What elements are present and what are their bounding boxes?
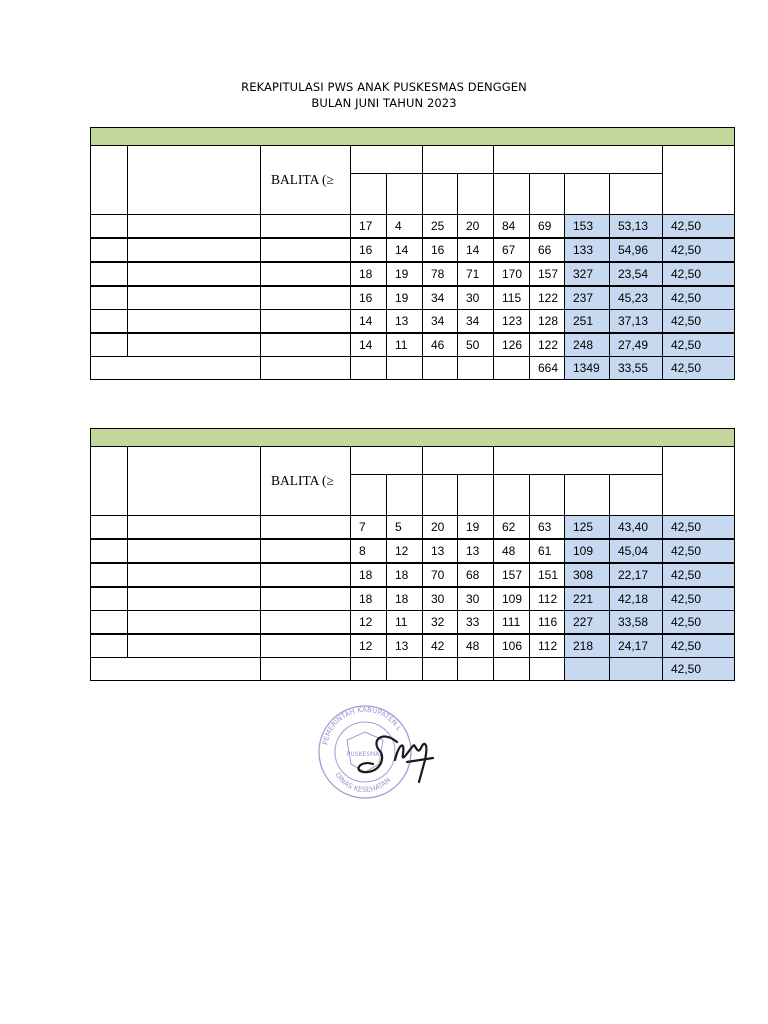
table-cell: 84 bbox=[493, 214, 530, 238]
header-subcell bbox=[350, 173, 387, 215]
table-cell: 18 bbox=[350, 262, 387, 286]
table-cell: 42,50 bbox=[662, 333, 735, 357]
row-blank-cell bbox=[260, 309, 351, 333]
svg-text:PUSKESMAS: PUSKESMAS bbox=[346, 751, 384, 758]
table-cell: 45,04 bbox=[609, 539, 663, 563]
table-cell: 227 bbox=[564, 610, 610, 634]
table-cell: 61 bbox=[529, 539, 565, 563]
total-cell: 33,55 bbox=[609, 356, 663, 380]
table-cell: 27,49 bbox=[609, 333, 663, 357]
table-cell: 109 bbox=[564, 539, 610, 563]
table-cell: 327 bbox=[564, 262, 610, 286]
table-cell: 30 bbox=[422, 587, 458, 611]
table-cell: 66 bbox=[529, 238, 565, 262]
table-cell: 34 bbox=[422, 309, 458, 333]
report-subtitle: BULAN JUNI TAHUN 2023 bbox=[311, 96, 457, 110]
row-blank-cell bbox=[260, 286, 351, 310]
row-blank-cell bbox=[260, 539, 351, 563]
row-number-cell bbox=[90, 634, 128, 658]
header-cell bbox=[90, 145, 128, 215]
header-cell bbox=[662, 145, 735, 215]
table-cell: 42,50 bbox=[662, 238, 735, 262]
balita-header-label: BALITA (≥ bbox=[271, 172, 334, 187]
total-cell bbox=[350, 657, 387, 681]
table-cell: 125 bbox=[564, 515, 610, 539]
header-subcell bbox=[529, 173, 565, 215]
table-cell: 50 bbox=[457, 333, 494, 357]
table-cell: 8 bbox=[350, 539, 387, 563]
table-cell: 48 bbox=[493, 539, 530, 563]
table-cell: 221 bbox=[564, 587, 610, 611]
header-subcell bbox=[386, 173, 423, 215]
row-name-cell bbox=[127, 563, 261, 587]
header-group-cell bbox=[493, 145, 663, 174]
table-cell: 69 bbox=[529, 214, 565, 238]
table-cell: 43,40 bbox=[609, 515, 663, 539]
table-cell: 11 bbox=[386, 333, 423, 357]
header-subcell bbox=[564, 173, 610, 215]
header-cell bbox=[90, 446, 128, 516]
table-cell: 218 bbox=[564, 634, 610, 658]
table-cell: 67 bbox=[493, 238, 530, 262]
row-blank-cell bbox=[260, 563, 351, 587]
table-cell: 237 bbox=[564, 286, 610, 310]
table-cell: 13 bbox=[457, 539, 494, 563]
total-cell bbox=[457, 657, 494, 681]
header-subcell bbox=[457, 173, 494, 215]
table-cell: 46 bbox=[422, 333, 458, 357]
row-name-cell bbox=[127, 610, 261, 634]
table-cell: 42,50 bbox=[662, 539, 735, 563]
row-number-cell bbox=[90, 587, 128, 611]
table-cell: 24,17 bbox=[609, 634, 663, 658]
table-cell: 18 bbox=[350, 563, 387, 587]
header-subcell bbox=[493, 173, 530, 215]
balita-header-label: BALITA (≥ bbox=[271, 473, 334, 488]
table-cell: 11 bbox=[386, 610, 423, 634]
table-cell: 13 bbox=[386, 309, 423, 333]
table-cell: 48 bbox=[457, 634, 494, 658]
table-cell: 122 bbox=[529, 333, 565, 357]
table-cell: 7 bbox=[350, 515, 387, 539]
header-subcell bbox=[422, 173, 458, 215]
table-cell: 19 bbox=[386, 286, 423, 310]
table-cell: 20 bbox=[422, 515, 458, 539]
table-cell: 25 bbox=[422, 214, 458, 238]
row-number-cell bbox=[90, 309, 128, 333]
header-group-cell bbox=[350, 446, 423, 475]
table-cell: 116 bbox=[529, 610, 565, 634]
table-cell: 106 bbox=[493, 634, 530, 658]
total-cell bbox=[350, 356, 387, 380]
row-name-cell bbox=[127, 309, 261, 333]
total-cell: 42,50 bbox=[662, 356, 735, 380]
table-cell: 112 bbox=[529, 587, 565, 611]
table-cell: 248 bbox=[564, 333, 610, 357]
row-blank-cell bbox=[260, 333, 351, 357]
table-cell: 18 bbox=[386, 563, 423, 587]
table-cell: 42,50 bbox=[662, 587, 735, 611]
row-number-cell bbox=[90, 286, 128, 310]
row-name-cell bbox=[127, 286, 261, 310]
table-cell: 20 bbox=[457, 214, 494, 238]
table-cell: 115 bbox=[493, 286, 530, 310]
header-subcell bbox=[350, 474, 387, 516]
total-cell bbox=[422, 657, 458, 681]
table-cell: 42,50 bbox=[662, 634, 735, 658]
table-cell: 12 bbox=[350, 634, 387, 658]
table-cell: 53,13 bbox=[609, 214, 663, 238]
table-cell: 12 bbox=[386, 539, 423, 563]
table-cell: 122 bbox=[529, 286, 565, 310]
row-number-cell bbox=[90, 333, 128, 357]
total-blank-cell bbox=[260, 657, 351, 681]
row-name-cell bbox=[127, 333, 261, 357]
row-name-cell bbox=[127, 539, 261, 563]
header-subcell bbox=[493, 474, 530, 516]
row-blank-cell bbox=[260, 634, 351, 658]
header-subcell bbox=[422, 474, 458, 516]
row-blank-cell bbox=[260, 238, 351, 262]
table-cell: 170 bbox=[493, 262, 530, 286]
table-cell: 45,23 bbox=[609, 286, 663, 310]
table-cell: 133 bbox=[564, 238, 610, 262]
header-group-cell bbox=[350, 145, 423, 174]
table-cell: 112 bbox=[529, 634, 565, 658]
table-cell: 63 bbox=[529, 515, 565, 539]
table-cell: 62 bbox=[493, 515, 530, 539]
table-cell: 33 bbox=[457, 610, 494, 634]
row-name-cell bbox=[127, 238, 261, 262]
header-cell bbox=[662, 446, 735, 516]
table-cell: 12 bbox=[350, 610, 387, 634]
header-subcell bbox=[609, 173, 663, 215]
table-cell: 42,50 bbox=[662, 262, 735, 286]
report-title: REKAPITULASI PWS ANAK PUSKESMAS DENGGEN bbox=[241, 80, 527, 94]
table-cell: 42,50 bbox=[662, 286, 735, 310]
header-cell bbox=[127, 145, 261, 215]
row-number-cell bbox=[90, 610, 128, 634]
table-cell: 151 bbox=[529, 563, 565, 587]
header-subcell bbox=[609, 474, 663, 516]
table-cell: 153 bbox=[564, 214, 610, 238]
total-cell bbox=[457, 356, 494, 380]
table-cell: 22,17 bbox=[609, 563, 663, 587]
table-cell: 71 bbox=[457, 262, 494, 286]
table-cell: 78 bbox=[422, 262, 458, 286]
header-group-cell bbox=[493, 446, 663, 475]
row-number-cell bbox=[90, 214, 128, 238]
total-label-cell bbox=[90, 356, 261, 380]
table-cell: 42,18 bbox=[609, 587, 663, 611]
table-cell: 18 bbox=[350, 587, 387, 611]
header-subcell bbox=[529, 474, 565, 516]
table-cell: 16 bbox=[422, 238, 458, 262]
row-name-cell bbox=[127, 262, 261, 286]
table-cell: 68 bbox=[457, 563, 494, 587]
row-blank-cell bbox=[260, 610, 351, 634]
table-cell: 111 bbox=[493, 610, 530, 634]
row-name-cell bbox=[127, 634, 261, 658]
header-band bbox=[90, 127, 735, 146]
row-number-cell bbox=[90, 515, 128, 539]
table-cell: 4 bbox=[386, 214, 423, 238]
table-cell: 30 bbox=[457, 587, 494, 611]
table-cell: 13 bbox=[422, 539, 458, 563]
total-cell: 664 bbox=[529, 356, 565, 380]
table-cell: 42,50 bbox=[662, 214, 735, 238]
header-group-cell bbox=[422, 446, 494, 475]
table-cell: 19 bbox=[386, 262, 423, 286]
table-cell: 5 bbox=[386, 515, 423, 539]
table-cell: 14 bbox=[350, 333, 387, 357]
table-cell: 157 bbox=[493, 563, 530, 587]
table-cell: 18 bbox=[386, 587, 423, 611]
table-cell: 34 bbox=[422, 286, 458, 310]
total-blank-cell bbox=[260, 356, 351, 380]
table-cell: 23,54 bbox=[609, 262, 663, 286]
svg-text:PEMERINTAH KABUPATEN L: PEMERINTAH KABUPATEN L bbox=[321, 705, 404, 746]
table-cell: 251 bbox=[564, 309, 610, 333]
total-cell bbox=[529, 657, 565, 681]
table-cell: 33,58 bbox=[609, 610, 663, 634]
table-cell: 14 bbox=[457, 238, 494, 262]
table-cell: 54,96 bbox=[609, 238, 663, 262]
header-band bbox=[90, 428, 735, 447]
table-cell: 42,50 bbox=[662, 309, 735, 333]
table-cell: 42,50 bbox=[662, 563, 735, 587]
total-cell bbox=[422, 356, 458, 380]
total-cell: 42,50 bbox=[662, 657, 735, 681]
header-subcell bbox=[457, 474, 494, 516]
table-cell: 13 bbox=[386, 634, 423, 658]
header-subcell bbox=[564, 474, 610, 516]
table-cell: 14 bbox=[350, 309, 387, 333]
row-number-cell bbox=[90, 262, 128, 286]
header-group-cell bbox=[422, 145, 494, 174]
table-cell: 157 bbox=[529, 262, 565, 286]
total-cell bbox=[564, 657, 610, 681]
total-label-cell bbox=[90, 657, 261, 681]
data-table-1 bbox=[90, 127, 735, 382]
svg-text:DINAS KESEHATAN: DINAS KESEHATAN bbox=[333, 771, 393, 795]
row-blank-cell bbox=[260, 515, 351, 539]
table-cell: 34 bbox=[457, 309, 494, 333]
table-cell: 16 bbox=[350, 286, 387, 310]
total-cell bbox=[386, 657, 423, 681]
total-cell bbox=[386, 356, 423, 380]
table-cell: 42,50 bbox=[662, 610, 735, 634]
table-cell: 37,13 bbox=[609, 309, 663, 333]
table-cell: 126 bbox=[493, 333, 530, 357]
row-number-cell bbox=[90, 563, 128, 587]
table-cell: 42,50 bbox=[662, 515, 735, 539]
table-cell: 308 bbox=[564, 563, 610, 587]
total-cell bbox=[493, 657, 530, 681]
header-subcell bbox=[386, 474, 423, 516]
table-cell: 123 bbox=[493, 309, 530, 333]
table-cell: 19 bbox=[457, 515, 494, 539]
total-cell bbox=[493, 356, 530, 380]
table-cell: 32 bbox=[422, 610, 458, 634]
total-cell bbox=[609, 657, 663, 681]
table-cell: 30 bbox=[457, 286, 494, 310]
total-cell: 1349 bbox=[564, 356, 610, 380]
table-cell: 17 bbox=[350, 214, 387, 238]
row-name-cell bbox=[127, 587, 261, 611]
row-blank-cell bbox=[260, 214, 351, 238]
table-cell: 109 bbox=[493, 587, 530, 611]
table-cell: 16 bbox=[350, 238, 387, 262]
stamp-signature-icon bbox=[305, 700, 440, 800]
table-cell: 128 bbox=[529, 309, 565, 333]
header-cell bbox=[127, 446, 261, 516]
row-blank-cell bbox=[260, 587, 351, 611]
row-blank-cell bbox=[260, 262, 351, 286]
table-cell: 42 bbox=[422, 634, 458, 658]
data-table-2 bbox=[90, 428, 735, 683]
row-name-cell bbox=[127, 515, 261, 539]
table-cell: 70 bbox=[422, 563, 458, 587]
table-cell: 14 bbox=[386, 238, 423, 262]
row-number-cell bbox=[90, 539, 128, 563]
row-name-cell bbox=[127, 214, 261, 238]
row-number-cell bbox=[90, 238, 128, 262]
